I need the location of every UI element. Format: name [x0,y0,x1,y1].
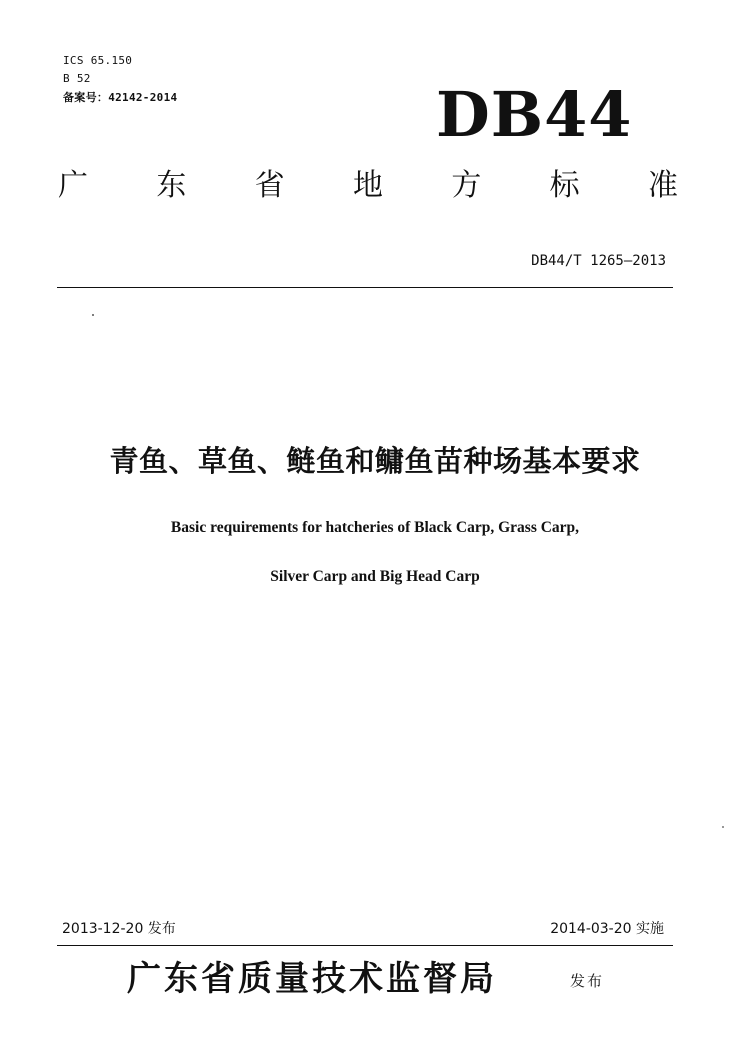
standard-type-heading [58,166,678,206]
standard-type-char: 省 [254,168,285,203]
issue-date: 2013-12-20 发布 [62,921,176,937]
scan-speck [722,826,724,828]
issuer-verb: 发布 [570,972,605,990]
standard-type-char: 方 [451,168,482,203]
title-chinese: 青鱼、草鱼、鲢鱼和鳙鱼苗种场基本要求 [109,444,641,478]
record-number: 备案号：42142-2014 [63,91,178,104]
title-english-line-1: Basic requirements for hatcheries of Black Carp, Grass Carp, [170,519,580,536]
standard-number: DB44/T 1265—2013 [531,253,666,269]
standard-type-char: 广 [58,168,88,203]
standard-type-char: 地 [352,168,383,203]
implementation-date: 2014-03-20 实施 [550,921,664,937]
top-divider [57,287,673,288]
standard-type-char: 准 [647,168,678,203]
db-code-logo: DB44 [436,78,633,151]
title-english-line-2: Silver Carp and Big Head Carp [270,568,480,585]
standard-type-char: 东 [156,168,187,203]
issuer-name: 广东省质量技术监督局 [127,959,497,999]
classification-code: B 52 [63,72,91,85]
bottom-divider [57,945,673,946]
ics-code: ICS 65.150 [63,54,133,67]
scan-speck [92,314,94,316]
standard-type-char: 标 [549,168,580,203]
